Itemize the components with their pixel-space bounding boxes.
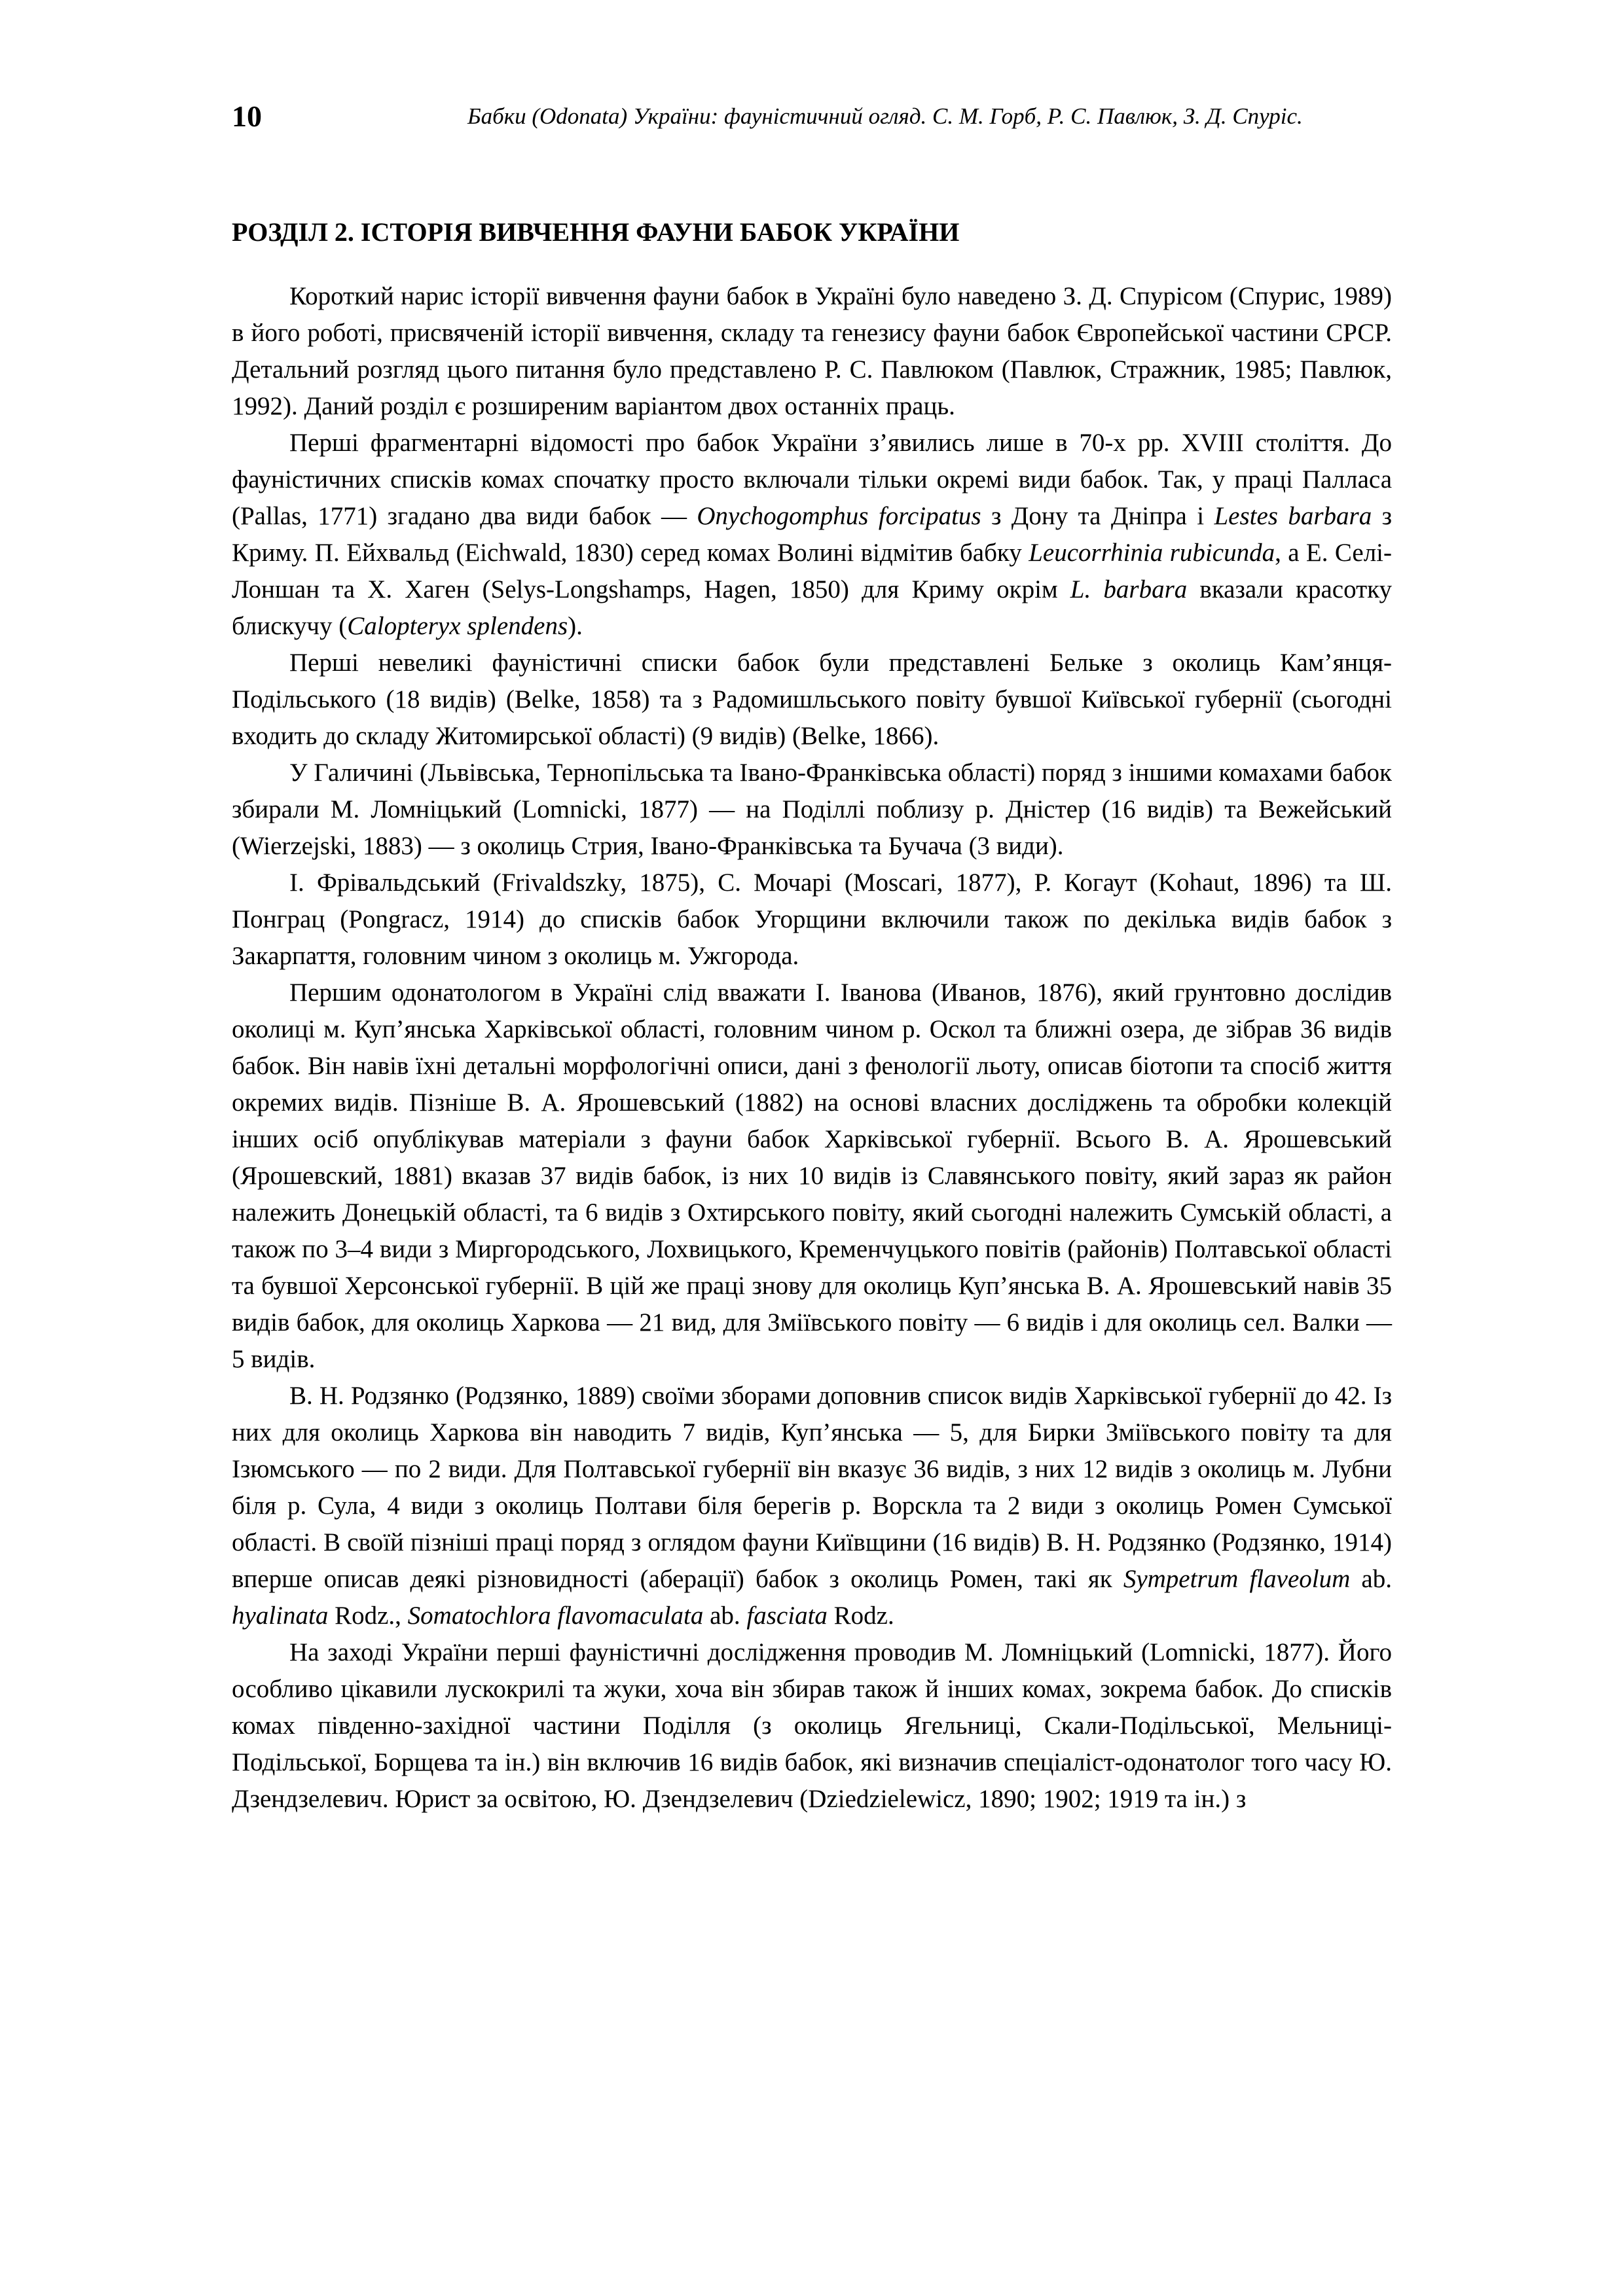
text-run: з Дону та Дніпра і <box>981 502 1214 530</box>
page-number: 10 <box>232 99 262 133</box>
italic-text: fasciata <box>746 1602 828 1630</box>
text-run: ab. <box>1350 1565 1392 1593</box>
text-run: Перші невеликі фауністичні списки бабок були представлені Бельке з околиць Кам’янця-Подільського (18 видів) (Belke, 1858) та з Радомишльського повіту бувшої Київської губернії (сьогодні входить до складу Житомирської області) (9 видів) (Belke, 1866). <box>232 649 1392 750</box>
italic-text: Onychogomphus forcipatus <box>697 502 981 530</box>
italic-text: Calopteryx splendens <box>347 612 568 640</box>
paragraph <box>232 1378 1392 1634</box>
text-run: Перші фрагментарні відомості про бабок України з’явились лише в 70-х рр. XVIII століття. До фауністичних списків комах спочатку просто включали тільки окремі види бабок. Так, у праці Палласа (Pallas, 1771) згадано два види бабок — <box>232 429 1392 530</box>
text-run: В. Н. Родзянко (Родзянко, 1889) своїми зборами доповнив список видів Харківської губернії до 42. Із них для околиць Харкова він наводить 7 видів, Куп’янська — 5, для Бирки Зміївського повіту та для Ізюмського — по 2 види. Для Полтавської губернії він вказує 36 видів, з них 12 видів з околиць м. Лубни біля р. Сула, 4 види з околиць Полтави біля берегів р. Ворскла та 2 види з околиць Ромен Сумської області. В своїй пізніші праці поряд з оглядом фауни Київщини (16 видів) В. Н. Родзянко (Родзянко, 1914) вперше описав деякі різновидності (аберації) бабок з околиць Ромен, такі як <box>232 1382 1392 1593</box>
text-run: Rodz. <box>827 1602 894 1630</box>
text-run: Короткий нарис історії вивчення фауни бабок в Україні було наведено З. Д. Спурісом (Спурис, 1989) в його роботі, присвяченій історії вивчення, складу та генезису фауни бабок Європейської частини СРСР. Детальний розгляд цього питання було представлено Р. С. Павлюком (Павлюк, Стражник, 1985; Павлюк, 1992). Даний розділ є розширеним варіантом двох останніх праць. <box>232 282 1392 420</box>
italic-text: hyalinata <box>232 1602 329 1630</box>
text-run: , а Е. Селі-Лоншан та Х. Хаген (Selys-Longshamps, Hagen, 1850) для Криму окрім <box>232 539 1392 603</box>
text-run: На заході України перші фауністичні дослідження проводив М. Ломніцький (Lomnicki, 1877). Його особливо цікавили лускокрилі та жуки, хоча він збирав також й інших комах, зокрема бабок. До списків комах південно-західної частини Поділля (з околиць Ягельниці, Скали-Подільської, Мельниці-Подільської, Борщева та ін.) він включив 16 видів бабок, які визначив спеціаліст-одонатолог того часу Ю. Дзендзелевич. Юрист за освітою, Ю. Дзендзелевич (Dziedzielewicz, 1890; 1902; 1919 та ін.) з <box>232 1638 1392 1813</box>
text-run: вказали красотку блискучу ( <box>232 575 1393 640</box>
paragraph <box>232 755 1392 865</box>
italic-text: Somatochlora flavomaculata <box>407 1602 704 1630</box>
italic-text: L. barbara <box>1070 575 1188 603</box>
section-heading: РОЗДІЛ 2. ІСТОРІЯ ВИВЧЕННЯ ФАУНИ БАБОК УКРАЇНИ <box>232 217 960 247</box>
text-run: Rodz., <box>328 1602 408 1630</box>
text-run: ab. <box>703 1602 747 1630</box>
text-run: І. Фрівальдський (Frivaldszky, 1875), С. Мочарі (Moscari, 1877), Р. Когаут (Kohaut, 1896) та Ш. Понграц (Pongracz, 1914) до списків бабок Угорщини включили також по декілька видів бабок з Закарпаття, головним чином з околиць м. Ужгорода. <box>232 869 1392 970</box>
text-run: ). <box>568 612 583 640</box>
page-header <box>232 97 1392 136</box>
paragraph <box>232 278 1392 425</box>
paragraph <box>232 975 1392 1378</box>
paragraph <box>232 1634 1392 1818</box>
text-run: Першим одонатологом в Україні слід вважати І. Іванова (Иванов, 1876), який грунтовно дослідив околиці м. Куп’янська Харківської області, головним чином р. Оскол та ближні озера, де зібрав 36 видів бабок. Він навів їхні детальні морфологічні описи, дані з фенології льоту, описав біотопи та спосіб життя окремих видів. Пізніше В. А. Ярошевський (1882) на основі власних досліджень та обробки колекцій інших осіб опублікував матеріали з фауни бабок Харківської губернії. Всього В. А. Ярошевський (Ярошевский, 1881) вказав 37 видів бабок, із них 10 видів із Славянського повіту, який зараз як район належить Донецькій області, та 6 видів з Охтирського повіту, який сьогодні належить Сумській області, а також по 3–4 види з Миргородського, Лохвицького, Кременчуцького повітів (районів) Полтавської області та бувшої Херсонської губернії. В цій же праці знову для околиць Куп’янська В. А. Ярошевський навів 35 видів бабок, для околиць Харкова — 21 вид, для Зміївського повіту — 6 видів і для околиць сел. Валки — 5 видів. <box>232 978 1392 1373</box>
paragraph <box>232 865 1392 975</box>
italic-text: Leucorrhinia rubicunda <box>1029 539 1275 567</box>
italic-text: Sympetrum flaveolum <box>1123 1565 1351 1593</box>
paragraph <box>232 425 1392 645</box>
text-run: з Криму. П. Ейхвальд (Eichwald, 1830) серед комах Волині відмітив бабку <box>232 502 1393 567</box>
body-text <box>232 278 1392 1818</box>
running-title: Бабки (Odonata) України: фауністичний огляд. С. М. Горб, Р. С. Павлюк, З. Д. Спуріс. <box>467 103 1303 129</box>
italic-text: Lestes barbara <box>1214 502 1372 530</box>
text-run: У Галичині (Львівська, Тернопільська та Івано-Франківська області) поряд з іншими комахами бабок збирали М. Ломніцький (Lomnicki, 1877) — на Поділлі поблизу р. Дністер (16 видів) та Вежейський (Wierzejski, 1883) — з околиць Стрия, Івано-Франківська та Бучача (3 види). <box>232 759 1392 860</box>
paragraph <box>232 645 1392 755</box>
